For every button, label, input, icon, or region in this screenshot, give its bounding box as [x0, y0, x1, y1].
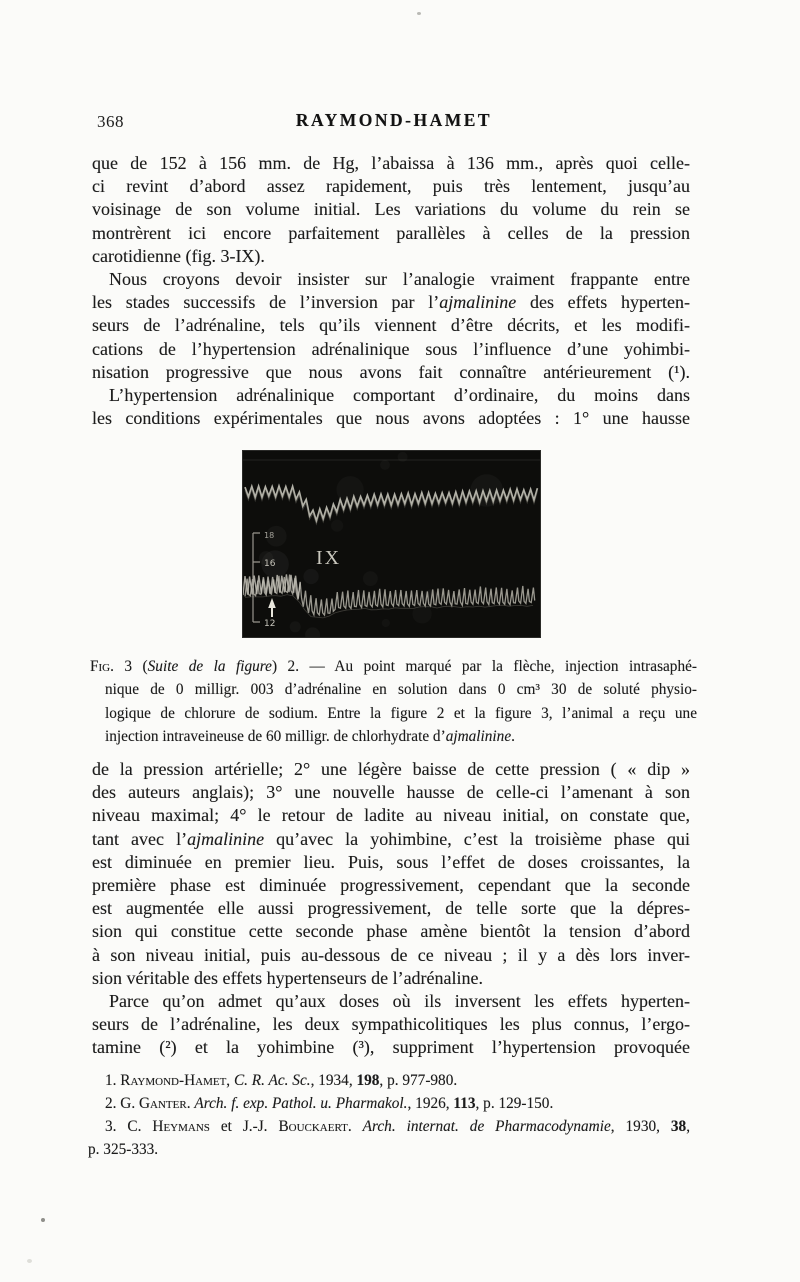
text-line: ci revint d’abord assez rapidement, puis très lentement, jusqu’au — [92, 176, 690, 197]
text-line: p. 325-333. — [88, 1141, 159, 1158]
text-line: 3. C. Heymans et J.-J. Bouckaert. Arch. internat. de Pharmacodynamie, 1930, 38, — [105, 1118, 691, 1135]
scan-speck — [41, 1218, 45, 1222]
scale-label-bottom: 12 — [264, 619, 276, 629]
text-line: est augmentée elle aussi progressivement, de telle sorte que la dépres- — [92, 898, 690, 919]
text-line: Parce qu’on admet qu’aux doses où ils inversent les effets hyperten- — [109, 991, 690, 1012]
text-line: sion qui constitue cette seconde phase amène bientôt la tension d’abord — [92, 921, 690, 942]
text-line: Fig. 3 (Suite de la figure) 2. — Au point marqué par la flèche, injection intrasaphé- — [90, 658, 697, 675]
text-line: L’hypertension adrénalinique comportant d’ordinaire, du moins dans — [109, 385, 690, 406]
text-line: carotidienne (fig. 3-IX). — [92, 245, 265, 266]
text-line: que de 152 à 156 mm. de Hg, l’abaissa à 136 mm., après quoi celle- — [92, 153, 690, 173]
film-grain — [363, 571, 378, 586]
text-line: 2. G. Ganter. Arch. f. exp. Pathol. u. Pharmakol., 1926, 113, p. 129-150. — [105, 1095, 554, 1112]
scan-speck — [27, 1259, 32, 1263]
text-line: seurs de l’adrénaline, tels qu’ils viennent d’être décrits, et les modifi- — [92, 315, 690, 336]
text-line: logique de chlorure de sodium. Entre la figure 2 et la figure 3, l’animal a reçu une — [105, 704, 697, 722]
scale-label-mid: 16 — [264, 559, 276, 569]
text-line: sion véritable des effets hypertenseurs de l’adrénaline. — [92, 967, 484, 988]
film-grain — [380, 460, 390, 470]
film-grain — [398, 452, 408, 462]
text-line: première phase est diminuée progressivement, cependant que la seconde — [92, 875, 690, 896]
text-line: nisation progressive que nous avons fait connaître antérieurement (¹). — [92, 361, 690, 382]
footnotes — [88, 1069, 690, 1161]
figure-kymograph-photo — [243, 451, 540, 637]
text-line: cations de l’hypertension adrénalinique sous l’influence d’une yohimbi- — [92, 338, 690, 359]
text-line: Nous croyons devoir insister sur l’analogie vraiment frappante entre — [109, 269, 690, 290]
text-line: tamine (²) et la yohimbine (³), suppriment l’hypertension provoquée — [92, 1037, 690, 1058]
page-number: 368 — [97, 112, 124, 131]
text-line: injection intraveineuse de 60 milligr. de chlorhydrate d’ajmalinine. — [105, 727, 515, 745]
text-line: voisinage de son volume initial. Les variations du volume du rein se — [92, 199, 690, 220]
text-line: des auteurs anglais); 3° une nouvelle hausse de celle-ci l’amenant à son — [92, 782, 690, 803]
text-line: les conditions expérimentales que nous avons adoptées : 1° une hausse — [92, 408, 690, 429]
film-grain — [290, 621, 301, 632]
film-grain — [382, 619, 390, 627]
text-line: de la pression artérielle; 2° une légère baisse de cette pression ( « dip » — [92, 759, 690, 779]
text-line: 1. Raymond-Hamet, C. R. Ac. Sc., 1934, 198, p. 977-980. — [105, 1072, 458, 1089]
body-text-upper — [92, 152, 690, 430]
scan-speck — [417, 12, 421, 15]
kymograph-tracing-image — [243, 451, 540, 637]
text-line: les stades successifs de l’inversion par l’ajmalinine des effets hyperten- — [92, 292, 690, 313]
scale-label-top: 18 — [264, 531, 275, 540]
text-line: montrèrent ici encore parfaitement parallèles à celles de la pression — [92, 222, 690, 243]
text-line: est diminuée en premier lieu. Puis, sous l’effet de doses croissantes, la — [92, 851, 690, 872]
running-head: RAYMOND-HAMET — [295, 110, 493, 130]
text-line: niveau maximal; 4° le retour de ladite au niveau initial, on constate que, — [92, 805, 690, 826]
figure-caption — [90, 655, 697, 748]
text-line: nique de 0 milligr. 003 d’adrénaline en solution dans 0 cm³ 30 de soluté physio- — [105, 681, 697, 699]
film-grain — [304, 569, 319, 584]
plate-number-label: IX — [316, 547, 342, 569]
text-line: seurs de l’adrénaline, les deux sympathicolitiques les plus connus, l’ergo- — [92, 1014, 690, 1035]
text-line: à son niveau initial, puis au-dessous de ce niveau ; il y a dès lors inver- — [92, 944, 690, 965]
film-grain — [331, 520, 343, 532]
text-line: tant avec l’ajmalinine qu’avec la yohimbine, c’est la troisième phase qui — [92, 828, 690, 849]
body-text-lower — [92, 758, 690, 1060]
